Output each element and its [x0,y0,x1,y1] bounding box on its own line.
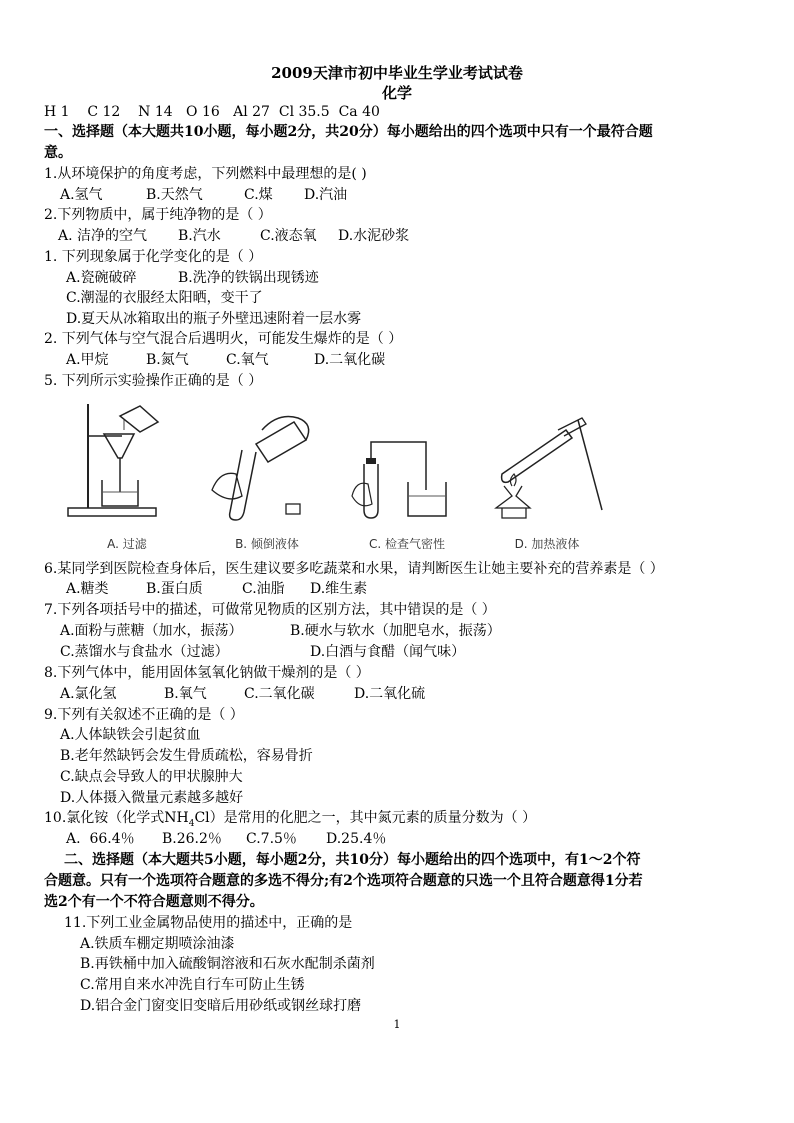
q8-option-d: D.二氧化硫 [354,686,426,702]
q5-figure-d [482,400,612,552]
q11-stem: 11.下列工业金属物品使用的描述中，正确的是 [64,915,353,931]
q3-options-ab [66,268,319,288]
q11-option-d: D.铝合金门窗变旧变暗后用砂纸或钢丝球打磨 [80,998,362,1014]
q2-option-d: D.水泥砂浆 [338,228,410,244]
q11-option-c: C.常用自来水冲洗自行车可防止生锈 [80,977,305,993]
q5-stem: 5. 下列所示实验操作正确的是（ ） [44,373,263,389]
q1-option-c: C.煤 [244,187,273,203]
q3-stem: 1. 下列现象属于化学变化的是（ ） [44,249,263,265]
q3-option-d: D.夏天从冰箱取出的瓶子外壁迅速附着一层水雾 [66,311,362,327]
q5-figure-b [202,400,332,552]
q6-stem: 6.某同学到医院检查身体后，医生建议要多吃蔬菜和水果，请判断医生让她主要补充的营养素是（ ） [44,561,664,577]
section2-header-line3: 选2个有一个不符合题意则不得分。 [44,894,264,910]
q2-options [58,226,409,246]
section1-header-line1: 一、选择题（本大题共10小题，每小题2分，共20分）每小题给出的四个选项中只有一个最符合题 [44,124,653,140]
section2-header-line2: 合题意。只有一个选项符合题意的多选不得分;有2个选项符合题意的只选一个且符合题意得1分若 [44,873,643,889]
q7-options-ab [60,621,501,641]
q11-option-a: A.铁质车棚定期喷涂油漆 [80,936,235,952]
pouring-liquid-icon [202,400,332,532]
q10-option-b: B.26.2％ [162,831,222,847]
q4-option-c: C.氧气 [226,352,269,368]
q8-options [60,684,425,704]
q5-caption-b: B. 倾倒液体 [235,537,299,551]
q5-caption-c: C. 检查气密性 [368,537,445,551]
q10-option-d: D.25.4％ [326,831,387,847]
subject-title: 化学 [381,84,412,102]
q1-option-b: B.天然气 [146,187,203,203]
q5-figure-c [342,400,472,552]
page-number: 1 [393,1018,401,1031]
q6-option-b: B.蛋白质 [146,581,203,597]
q6-option-d: D.维生素 [310,581,368,597]
q6-options [66,579,367,599]
q3-option-b: B.洗净的铁锅出现锈迹 [178,270,319,286]
airtightness-check-icon [342,400,472,532]
q4-stem: 2. 下列气体与空气混合后遇明火，可能发生爆炸的是（ ） [44,331,403,347]
q8-option-c: C.二氧化碳 [244,686,315,702]
q3-option-a: A.瓷碗破碎 [66,270,137,286]
q10-stem-before: 10.氯化铵（化学式NH [44,810,189,826]
q4-options [66,350,385,370]
q6-option-c: C.油脂 [242,581,285,597]
q7-option-c: C.蒸馏水与食盐水（过滤） [60,644,229,660]
q9-option-a: A.人体缺铁会引起贫血 [60,727,201,743]
q1-stem: 1.从环境保护的角度考虑，下列燃料中最理想的是( ) [44,166,367,182]
section2-header-line1: 二、选择题（本大题共5小题，每小题2分，共10分）每小题给出的四个选项中，有1～2个符 [64,852,641,868]
q7-option-a: A.面粉与蔗糖（加水，振荡） [60,623,243,639]
exam-title: 2009天津市初中毕业生学业考试试卷 [271,64,523,82]
q7-option-d: D.白酒与食醋（闻气味） [310,644,466,660]
q9-option-d: D.人体摄入微量元素越多越好 [60,790,244,806]
q9-stem: 9.下列有关叙述不正确的是（ ） [44,707,244,723]
q9-option-b: B.老年然缺钙会发生骨质疏松，容易骨折 [60,748,313,764]
q1-option-a: A.氢气 [60,187,103,203]
filtration-apparatus-icon [62,400,192,532]
q11-option-b: B.再铁桶中加入硫酸铜溶液和石灰水配制杀菌剂 [80,956,375,972]
q5-figure-a [62,400,192,552]
q7-stem: 7.下列各项括号中的描述，可做常见物质的区别方法，其中错误的是（ ） [44,602,496,618]
q10-stem-after: Cl）是常用的化肥之一，其中氮元素的质量分数为（ ） [194,810,537,826]
q2-option-a: A. 洁净的空气 [58,228,148,244]
q8-option-a: A.氯化氢 [60,686,117,702]
q4-option-a: A.甲烷 [66,352,109,368]
q10-options [66,829,386,849]
q8-stem: 8.下列气体中，能用固体氢氧化钠做干燥剂的是（ ） [44,665,370,681]
q5-figures [62,400,622,552]
q5-caption-d: D. 加热液体 [514,537,580,551]
q5-caption-a: A. 过滤 [107,537,147,551]
q2-stem: 2.下列物质中，属于纯净物的是（ ） [44,207,272,223]
q3-option-c: C.潮湿的衣服经太阳晒，变干了 [66,290,263,306]
q8-option-b: B.氧气 [164,686,207,702]
q7-option-b: B.硬水与软水（加肥皂水，振荡） [290,623,501,639]
q10-option-c: C.7.5％ [246,831,297,847]
q9-option-c: C.缺点会导致人的甲状腺肿大 [60,769,243,785]
atomic-masses: H 1 C 12 N 14 O 16 Al 27 Cl 35.5 Ca 40 [44,104,380,120]
q4-option-d: D.二氧化碳 [314,352,386,368]
q10-option-a: A. 66.4％ [66,831,135,847]
q1-options [60,185,347,205]
heating-liquid-icon [482,400,612,532]
q6-option-a: A.糖类 [66,581,109,597]
q1-option-d: D.汽油 [304,187,348,203]
section1-header-line2: 意。 [44,145,72,161]
q4-option-b: B.氮气 [146,352,189,368]
q2-option-b: B.汽水 [178,228,221,244]
q2-option-c: C.液态氧 [260,228,317,244]
q10-stem-subscript: 4 [188,818,195,829]
q7-options-cd [60,642,465,662]
